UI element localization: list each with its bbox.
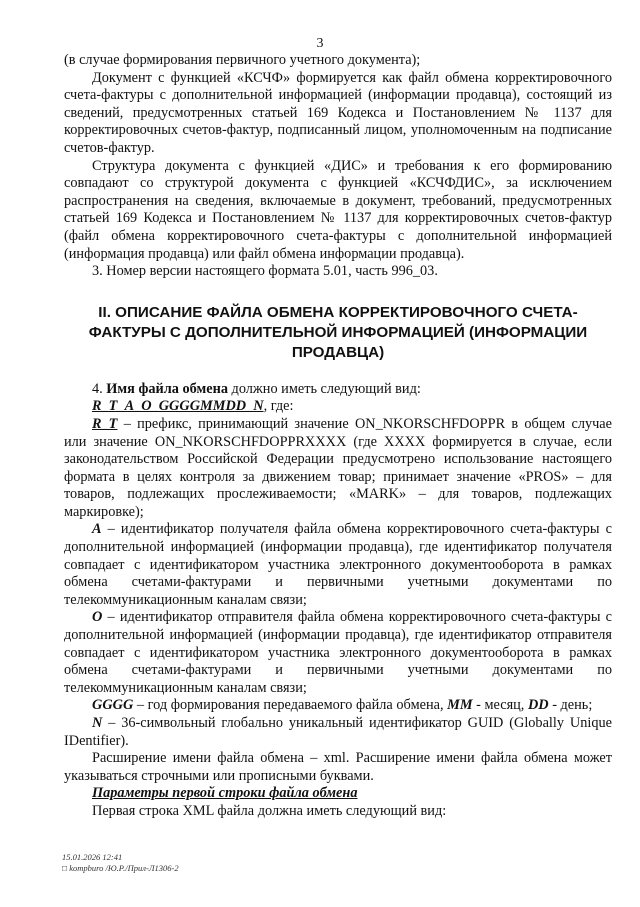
paragraph: Документ с функцией «КСЧФ» формируется как файл обмена корректировочного счета-фактуры с дополнительной информацией (информации продавца), состоящий из сведений, предусмотренных статьей 169 Кодекса и Постановлением № 1137 для корректировочных счетов-фактур, подписанный лицом, уполномоченным на подписание счетов-фактур.	[64, 69, 612, 156]
definition-text: – 36-символьный глобально уникальный идентификатор GUID (Globally Unique IDentifier).	[64, 715, 612, 749]
definition-text: – год формирования передаваемого файла обмена,	[133, 697, 448, 714]
definition-text: – идентификатор отправителя файла обмена корректировочного счета-фактуры с дополнительной информацией (информации продавца), где идентификатор отправителя совпадает с идентификатором участника электронного документооборота в рамках обмена счетами-фактурами и первичными учетными документами по телекоммуникационным каналам связи;	[64, 609, 612, 696]
section-heading: II. ОПИСАНИЕ ФАЙЛА ОБМЕНА КОРРЕКТИРОВОЧНОГО СЧЕТА-ФАКТУРЫ С ДОПОЛНИТЕЛЬНОЙ ИНФОРМАЦИЕЙ (ИНФОРМАЦИИ ПРОДАВЦА)	[88, 303, 588, 361]
footer-stamp	[62, 852, 179, 874]
definition-text: – идентификатор получателя файла обмена корректировочного счета-фактуры с дополнительной информацией (информации продавца), где идентификатор получателя совпадает с идентификатором участника электронного документооборота в рамках обмена счетами-фактурами и первичными учетными документами по телекоммуникационным каналам связи;	[64, 521, 612, 608]
footer-path: □ kompburo /Ю.Р./Прил-Л1306-2	[62, 863, 179, 873]
text: должно иметь следующий вид:	[227, 380, 421, 397]
term: DD	[527, 697, 549, 714]
definition	[64, 697, 612, 715]
definition	[64, 715, 612, 750]
definition	[64, 521, 612, 609]
bold-term: Имя файла обмена	[106, 380, 228, 397]
paragraph	[64, 398, 612, 416]
term: MM	[447, 697, 473, 714]
definition-text: - месяц,	[472, 697, 528, 714]
subsection-title: Параметры первой строки файла обмена	[92, 785, 358, 802]
definition	[64, 416, 612, 522]
paragraph	[64, 381, 612, 399]
definition-text: - день;	[548, 697, 593, 714]
paragraph: 3. Номер версии настоящего формата 5.01, часть 996_03.	[92, 263, 438, 280]
file-name-pattern: R_T_A_O_GGGGMMDD_N	[92, 398, 264, 415]
page-number: 3	[316, 36, 324, 51]
footer-date: 15.01.2026 12:41	[62, 852, 123, 862]
term: N	[92, 715, 103, 731]
paragraph: Структура документа с функцией «ДИС» и требования к его формированию совпадают со структурой документа с функцией «КСЧФДИС», за исключением распространения на сведения, включаемые в документ, требований, предусмотренных статьей 169 Кодекса и Постановлением № 1137 для корректировочных счетов-фактур (файл обмена корректировочного счета-фактуры с дополнительной информацией (информация продавца) или файл обмена информации продавца).	[64, 157, 612, 262]
paragraph	[64, 785, 612, 803]
paragraph: Расширение имени файла обмена – xml. Расширение имени файла обмена может указываться строчными или прописными буквами.	[64, 750, 612, 784]
text: , где:	[263, 398, 294, 415]
paragraph: (в случае формирования первичного учетного документа);	[64, 52, 421, 68]
term: GGGG	[92, 697, 134, 714]
item-number: 4.	[92, 380, 107, 397]
definition	[64, 609, 612, 697]
term: O	[92, 609, 103, 626]
paragraph: Первая строка XML файла должна иметь следующий вид:	[92, 802, 447, 819]
document-body	[64, 52, 612, 821]
term: R_T	[92, 415, 118, 432]
term: A	[92, 521, 102, 538]
definition-text: – префикс, принимающий значение ON_NKORSCHFDOPPR в общем случае или значение ON_NKORSCHFDOPPRXXXX (где XXXX формируется в случае, если законодательством Российской Федерации предусмотрено использование настоящего формата в целях контроля за движением товар; принимает значение «PROS» – для товаров, подлежащих прослеживаемости; «MARK» – для товаров, подлежащих маркировке);	[64, 415, 612, 520]
